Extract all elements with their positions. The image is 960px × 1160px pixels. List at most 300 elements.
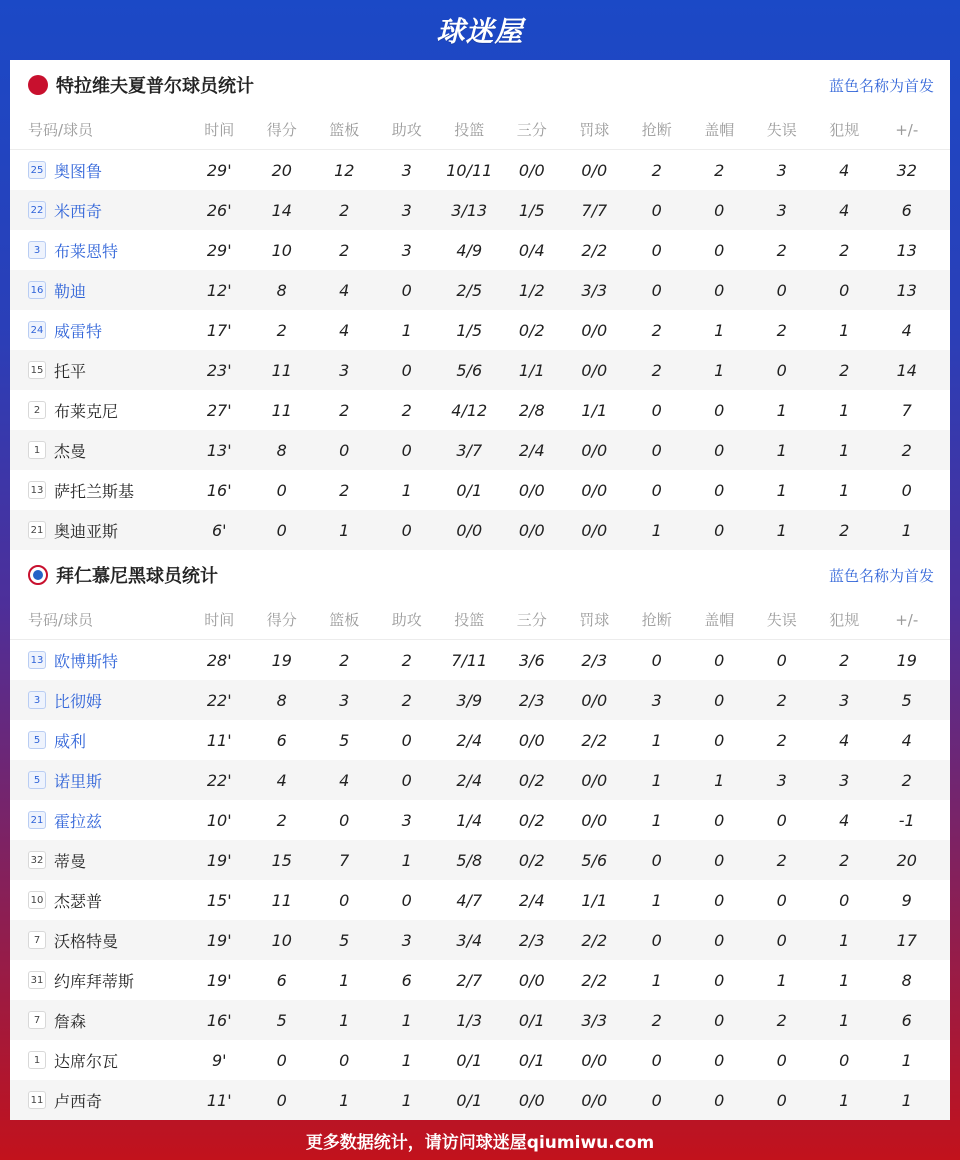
stat-cell: 1 [651, 890, 662, 910]
jersey-number: 21 [28, 521, 46, 539]
stat-cell: 0/0 [581, 440, 608, 460]
stat-cell: 1 [839, 480, 850, 500]
column-header: 罚球 [579, 121, 610, 139]
stat-cell: 2 [776, 1010, 787, 1030]
stat-cell: 0 [714, 970, 725, 990]
stat-cell: 16' [206, 1010, 232, 1030]
stat-cell: 19 [896, 650, 917, 670]
jersey-number: 3 [28, 241, 46, 259]
stat-cell: 2 [776, 690, 787, 710]
stat-cell: 0/4 [518, 240, 545, 260]
stat-cell: 3/3 [581, 1010, 608, 1030]
stat-cell: 19' [206, 970, 232, 990]
stat-cell: 0/0 [518, 730, 545, 750]
stat-cell: 11 [271, 400, 292, 420]
stat-cell: 13 [896, 240, 917, 260]
stat-cell: 14 [271, 200, 292, 220]
stat-cell: 2/4 [518, 440, 545, 460]
player-row[interactable] [10, 190, 950, 230]
player-row[interactable] [10, 680, 950, 720]
player-name[interactable]: 布莱恩特 [54, 241, 119, 261]
stat-cell: 0/0 [581, 770, 608, 790]
stat-cell: 1 [776, 970, 787, 990]
jersey-number: 1 [28, 1051, 46, 1069]
player-name[interactable]: 卢西奇 [54, 1091, 103, 1111]
stat-cell: 11 [271, 360, 292, 380]
stat-cell: 1 [401, 320, 412, 340]
player-name[interactable]: 杰曼 [54, 441, 87, 461]
player-row[interactable] [10, 1000, 950, 1040]
player-row[interactable] [10, 720, 950, 760]
column-header: 投篮 [454, 121, 485, 139]
blazers-logo-icon [28, 75, 48, 95]
stat-cell: 7/7 [581, 200, 608, 220]
stat-cell: 13 [896, 280, 917, 300]
column-header: 抢断 [641, 611, 672, 629]
stat-cell: 2/2 [581, 970, 608, 990]
team-title-group [28, 562, 218, 588]
stat-cell: 3 [401, 160, 412, 180]
player-cell [10, 239, 188, 262]
stat-cell: 2 [339, 650, 350, 670]
stat-cell: 6 [276, 970, 287, 990]
stat-cell: 2 [839, 650, 850, 670]
player-name[interactable]: 米西奇 [54, 201, 103, 221]
stat-cell: 0/0 [518, 520, 545, 540]
stat-cell: 1/1 [518, 360, 545, 380]
stat-cell: 0 [714, 730, 725, 750]
stat-cell: 0 [901, 480, 912, 500]
starter-hint: 蓝色名称为首发 [828, 566, 934, 585]
column-header: 号码/球员 [28, 121, 94, 139]
stat-cell: 2/4 [518, 890, 545, 910]
stat-cell: 0 [651, 400, 662, 420]
stat-cell: 12 [334, 160, 355, 180]
stat-cell: 0 [714, 440, 725, 460]
stat-cell: 0 [651, 1090, 662, 1110]
column-header: 罚球 [579, 611, 610, 629]
stat-cell: 7 [901, 400, 912, 420]
jersey-number: 16 [28, 281, 46, 299]
column-header: 三分 [516, 121, 547, 139]
player-row[interactable] [10, 960, 950, 1000]
column-header: 三分 [516, 611, 547, 629]
site-logo: 球迷屋 [436, 15, 524, 48]
stat-cell: 1/2 [518, 280, 545, 300]
player-name[interactable]: 蒂曼 [54, 851, 87, 871]
table-header-row [10, 600, 950, 640]
stat-cell: 0 [776, 930, 787, 950]
stat-cell: 2/8 [518, 400, 545, 420]
player-row[interactable] [10, 840, 950, 880]
stat-cell: 1/3 [456, 1010, 483, 1030]
stat-cell: 3/9 [456, 690, 483, 710]
stat-cell: 1/4 [456, 810, 483, 830]
jersey-number: 7 [28, 1011, 46, 1029]
player-name[interactable]: 比彻姆 [54, 691, 103, 711]
stat-cell: 0/1 [518, 1010, 545, 1030]
stat-cell: 1 [401, 1090, 412, 1110]
stat-cell: 0 [714, 1090, 725, 1110]
stat-cell: 3 [776, 160, 787, 180]
player-cell [10, 689, 188, 712]
player-name[interactable]: 杰瑟普 [54, 891, 103, 911]
stat-cell: 1 [651, 730, 662, 750]
stat-cell: 2/2 [581, 240, 608, 260]
stat-cell: 29' [206, 160, 232, 180]
player-name[interactable]: 欧博斯特 [54, 651, 119, 671]
player-row[interactable] [10, 640, 950, 680]
stat-cell: 6' [211, 520, 227, 540]
player-row[interactable] [10, 880, 950, 920]
player-name[interactable]: 萨托兰斯基 [54, 481, 135, 501]
player-row[interactable] [10, 920, 950, 960]
stat-cell: 2 [651, 320, 662, 340]
stat-cell: 1 [714, 360, 725, 380]
player-cell [10, 1009, 188, 1032]
stat-cell: 0 [276, 1090, 287, 1110]
player-cell [10, 519, 188, 542]
stat-cell: 29' [206, 240, 232, 260]
stat-cell: 0 [714, 890, 725, 910]
stat-cell: 5 [276, 1010, 287, 1030]
player-row[interactable] [10, 390, 950, 430]
stat-cell: 6 [276, 730, 287, 750]
stat-cell: 19' [206, 850, 232, 870]
stat-cell: 0 [651, 200, 662, 220]
stat-cell: 0 [714, 400, 725, 420]
stat-cell: 0 [776, 650, 787, 670]
stat-cell: 2/2 [581, 930, 608, 950]
team-section-header [10, 60, 950, 110]
stat-cell: 5/6 [456, 360, 483, 380]
player-row[interactable] [10, 430, 950, 470]
stat-cell: 4 [276, 770, 287, 790]
column-header: +/- [895, 610, 919, 629]
stat-cell: 19 [271, 650, 292, 670]
stat-cell: 9 [901, 890, 912, 910]
stat-cell: 17' [206, 320, 232, 340]
stat-cell: 2 [651, 160, 662, 180]
column-header: 失误 [766, 611, 797, 629]
table-header-row [10, 110, 950, 150]
player-row[interactable] [10, 230, 950, 270]
stat-cell: 1 [339, 1010, 350, 1030]
stat-cell: 26' [206, 200, 232, 220]
stat-cell: 1 [839, 320, 850, 340]
stat-cell: 0 [839, 1050, 850, 1070]
stat-cell: 0 [776, 810, 787, 830]
stat-cell: 0 [401, 770, 412, 790]
stat-cell: 2 [339, 200, 350, 220]
stat-cell: 3 [339, 690, 350, 710]
player-cell [10, 849, 188, 872]
stat-cell: 5 [901, 690, 912, 710]
jersey-number: 5 [28, 731, 46, 749]
stat-cell: 27' [206, 400, 232, 420]
stat-cell: 22' [206, 690, 232, 710]
stat-cell: 0 [276, 1050, 287, 1070]
player-cell [10, 479, 188, 502]
stat-cell: 2 [401, 400, 412, 420]
stat-cell: 1 [714, 770, 725, 790]
stat-cell: 1 [839, 440, 850, 460]
stat-cell: 1 [839, 1010, 850, 1030]
player-row[interactable] [10, 510, 950, 550]
stat-cell: 1 [401, 480, 412, 500]
column-header: 号码/球员 [28, 611, 94, 629]
player-row[interactable] [10, 270, 950, 310]
stat-cell: 0 [714, 200, 725, 220]
jersey-number: 3 [28, 691, 46, 709]
team-title: 拜仁慕尼黑球员统计 [56, 566, 218, 587]
stat-cell: 2/2 [581, 730, 608, 750]
stat-cell: 3 [339, 360, 350, 380]
stat-cell: 0/0 [581, 520, 608, 540]
stat-cell: 11' [206, 730, 232, 750]
stat-cell: 2/3 [581, 650, 608, 670]
stat-cell: 0/1 [456, 1090, 483, 1110]
stat-cell: 28' [206, 650, 232, 670]
stat-cell: 1 [401, 1010, 412, 1030]
stat-cell: 0/2 [518, 320, 545, 340]
column-header: 时间 [204, 121, 235, 139]
stat-cell: 0 [714, 650, 725, 670]
stat-cell: 32 [896, 160, 917, 180]
jersey-number: 25 [28, 161, 46, 179]
stat-cell: 8 [901, 970, 912, 990]
player-cell [10, 929, 188, 952]
stat-cell: 3/13 [451, 200, 488, 220]
stat-cell: 2 [276, 810, 287, 830]
stat-cell: 0/0 [581, 1090, 608, 1110]
stat-cell: 0 [401, 730, 412, 750]
player-cell [10, 439, 188, 462]
jersey-number: 5 [28, 771, 46, 789]
stat-cell: 6 [901, 1010, 912, 1030]
stat-cell: 2 [839, 240, 850, 260]
player-name[interactable]: 威利 [54, 731, 87, 751]
player-cell [10, 199, 188, 222]
jersey-number: 32 [28, 851, 46, 869]
player-cell [10, 809, 188, 832]
player-row[interactable] [10, 310, 950, 350]
stat-cell: 2 [339, 480, 350, 500]
jersey-number: 7 [28, 931, 46, 949]
team-title-group [28, 72, 254, 98]
stat-cell: 3/7 [456, 440, 483, 460]
stat-cell: 4/7 [456, 890, 483, 910]
stat-cell: 2/3 [518, 690, 545, 710]
stat-cell: 0 [651, 280, 662, 300]
stat-cell: 2 [839, 850, 850, 870]
column-header: 篮板 [329, 611, 360, 629]
player-row[interactable] [10, 760, 950, 800]
footer-banner[interactable]: 更多数据统计，请访问球迷屋qiumiwu.com [305, 1132, 655, 1153]
jersey-number: 11 [28, 1091, 46, 1109]
stat-cell: 4/12 [451, 400, 488, 420]
stat-cell: 0/0 [518, 160, 545, 180]
stat-cell: 3 [401, 200, 412, 220]
player-name[interactable]: 奥迪亚斯 [54, 521, 119, 541]
column-header: 助攻 [391, 121, 422, 139]
stat-cell: 1 [651, 770, 662, 790]
stat-cell: 3 [776, 770, 787, 790]
stat-cell: 0/0 [581, 160, 608, 180]
player-name[interactable]: 霍拉兹 [54, 811, 103, 831]
stat-cell: 4 [839, 810, 850, 830]
stat-cell: 1 [776, 520, 787, 540]
jersey-number: 31 [28, 971, 46, 989]
stat-cell: 0/0 [581, 360, 608, 380]
stat-cell: 1 [839, 1090, 850, 1110]
column-header: 时间 [204, 611, 235, 629]
stat-cell: 5/8 [456, 850, 483, 870]
player-cell [10, 399, 188, 422]
stat-cell: 2 [776, 240, 787, 260]
player-cell [10, 729, 188, 752]
stat-cell: 0 [339, 810, 350, 830]
stat-cell: 1/1 [581, 890, 608, 910]
column-header: 盖帽 [704, 121, 735, 139]
stat-cell: 2 [276, 320, 287, 340]
stat-cell: 0/2 [518, 810, 545, 830]
stat-cell: 0/0 [581, 320, 608, 340]
team-title: 特拉维夫夏普尔球员统计 [56, 76, 254, 97]
stat-cell: 2 [401, 650, 412, 670]
stat-cell: 0/1 [456, 1050, 483, 1070]
stat-cell: 1/5 [456, 320, 483, 340]
player-name[interactable]: 布莱克尼 [54, 401, 119, 421]
stat-cell: 0 [401, 440, 412, 460]
player-name[interactable]: 勒迪 [54, 281, 87, 301]
stat-cell: 0 [839, 280, 850, 300]
stat-cell: 2 [776, 850, 787, 870]
stat-cell: 10/11 [446, 160, 493, 180]
stat-cell: 1/5 [518, 200, 545, 220]
stat-cell: 20 [896, 850, 917, 870]
stat-cell: 5/6 [581, 850, 608, 870]
stat-cell: 12' [206, 280, 232, 300]
jersey-number: 22 [28, 201, 46, 219]
stat-cell: 3 [401, 240, 412, 260]
player-name[interactable]: 威雷特 [54, 321, 103, 341]
stat-cell: 1 [901, 1090, 912, 1110]
stat-cell: 4 [901, 730, 912, 750]
stat-cell: 2 [839, 360, 850, 380]
jersey-number: 24 [28, 321, 46, 339]
stat-cell: 1 [776, 440, 787, 460]
stat-cell: 0 [401, 890, 412, 910]
column-header: 犯规 [829, 611, 860, 629]
bayern-logo-icon [28, 565, 48, 585]
jersey-number: 13 [28, 651, 46, 669]
stat-cell: 0 [651, 240, 662, 260]
jersey-number: 10 [28, 891, 46, 909]
player-name[interactable]: 詹森 [54, 1011, 87, 1031]
stat-cell: 9' [211, 1050, 227, 1070]
stat-cell: 10 [271, 930, 292, 950]
stat-cell: 1 [839, 970, 850, 990]
stat-cell: 13' [206, 440, 232, 460]
stat-cell: 0 [839, 890, 850, 910]
stat-cell: 0 [401, 280, 412, 300]
stat-cell: 2 [651, 1010, 662, 1030]
stat-cell: 1 [401, 850, 412, 870]
stat-cell: 1 [901, 520, 912, 540]
stat-cell: 2/5 [456, 280, 483, 300]
stat-cell: 8 [276, 440, 287, 460]
stat-cell: 0/0 [581, 810, 608, 830]
stat-cell: 7/11 [451, 650, 488, 670]
stat-cell: 0 [714, 690, 725, 710]
stat-cell: 0 [714, 1050, 725, 1070]
column-header: 得分 [266, 121, 297, 139]
stat-cell: 23' [206, 360, 232, 380]
player-name[interactable]: 约库拜蒂斯 [54, 971, 135, 991]
stat-cell: 0/0 [581, 690, 608, 710]
stat-cell: 1 [839, 400, 850, 420]
player-name[interactable]: 达席尔瓦 [54, 1051, 119, 1071]
stat-cell: 0/2 [518, 850, 545, 870]
stat-cell: 2 [651, 360, 662, 380]
stat-cell: 17 [896, 930, 917, 950]
stat-cell: 2 [776, 320, 787, 340]
stat-cell: 14 [896, 360, 917, 380]
stat-cell: 0/2 [518, 770, 545, 790]
stat-cell: 4/9 [456, 240, 483, 260]
stat-cell: 0 [651, 930, 662, 950]
stat-cell: 0 [776, 1090, 787, 1110]
stat-cell: 1 [839, 930, 850, 950]
stat-cell: 0 [714, 1010, 725, 1030]
stat-cell: 3/6 [518, 650, 545, 670]
stat-cell: 1 [651, 520, 662, 540]
player-cell [10, 649, 188, 672]
player-name[interactable]: 诺里斯 [54, 771, 103, 791]
stat-cell: 10 [271, 240, 292, 260]
jersey-number: 13 [28, 481, 46, 499]
stat-cell: 5 [339, 930, 350, 950]
stat-cell: 2/4 [456, 730, 483, 750]
column-header: 犯规 [829, 121, 860, 139]
jersey-number: 21 [28, 811, 46, 829]
stat-cell: 6 [901, 200, 912, 220]
player-row[interactable] [10, 350, 950, 390]
stat-cell: 8 [276, 690, 287, 710]
stats-panel [10, 60, 950, 1120]
stat-cell: 4 [901, 320, 912, 340]
player-row[interactable] [10, 1080, 950, 1120]
stat-cell: 0 [776, 890, 787, 910]
stat-cell: 2 [901, 770, 912, 790]
player-name[interactable]: 托平 [54, 361, 87, 381]
jersey-number: 15 [28, 361, 46, 379]
stat-cell: 3 [401, 810, 412, 830]
player-name[interactable]: 沃格特曼 [54, 931, 119, 951]
player-name[interactable]: 奥图鲁 [54, 161, 103, 181]
stat-cell: 1 [401, 1050, 412, 1070]
player-row[interactable] [10, 800, 950, 840]
stat-cell: 0 [714, 520, 725, 540]
stat-cell: 20 [271, 160, 292, 180]
stat-cell: 2/7 [456, 970, 483, 990]
player-row[interactable] [10, 150, 950, 190]
player-row[interactable] [10, 470, 950, 510]
stat-cell: -1 [898, 810, 915, 830]
stat-cell: 10' [206, 810, 232, 830]
player-row[interactable] [10, 1040, 950, 1080]
